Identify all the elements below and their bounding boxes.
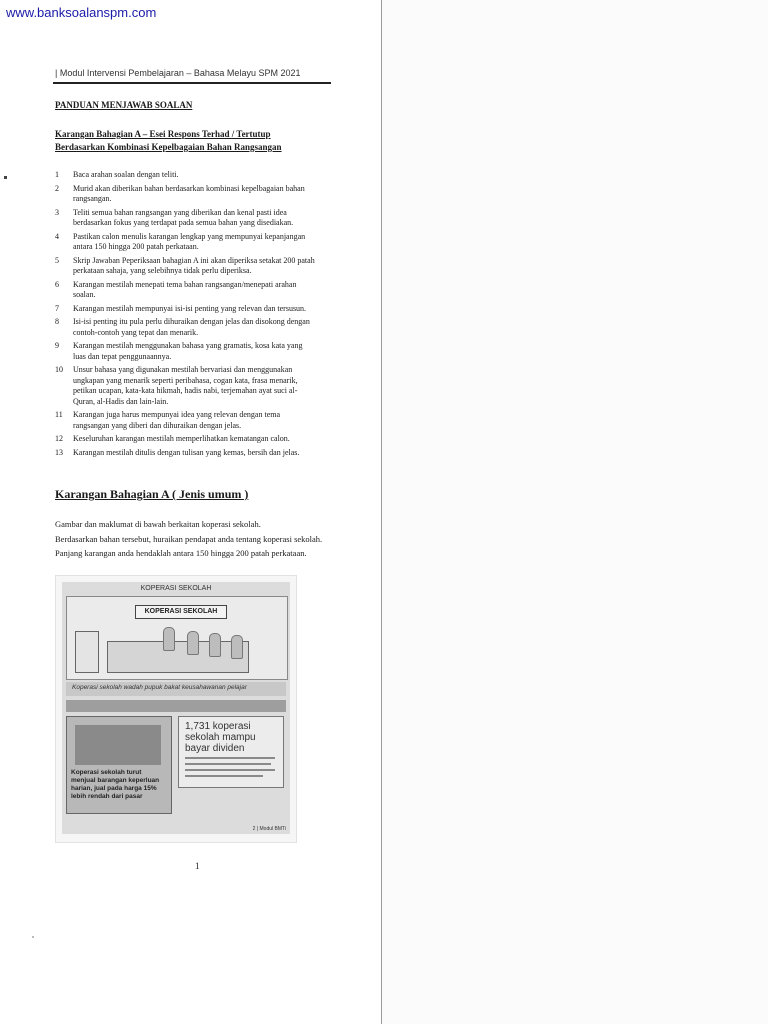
scan-mark xyxy=(4,176,7,179)
news-clipping xyxy=(178,716,284,788)
rule-number: 11 xyxy=(55,410,63,419)
rule-item xyxy=(55,170,317,181)
rule-text: Karangan mestilah menepati tema bahan rangsangan/menepati arahan soalan. xyxy=(73,279,297,299)
rule-item xyxy=(55,317,317,338)
rule-number: 4 xyxy=(55,231,59,241)
news-text-line xyxy=(185,757,275,759)
rule-item xyxy=(55,208,317,229)
page-edge-divider xyxy=(381,0,382,1024)
rule-number: 6 xyxy=(55,279,59,289)
task-line: Panjang karangan anda hendaklah antara 150 hingga 200 patah perkataan. xyxy=(55,548,307,558)
rule-number: 8 xyxy=(55,317,59,326)
task-line: Gambar dan maklumat di bawah berkaitan koperasi sekolah. xyxy=(55,519,261,529)
rule-item xyxy=(55,410,317,431)
news-text-line xyxy=(185,769,275,771)
rule-text: Pastikan calon menulis karangan lengkap yang mempunyai kepanjangan antara 150 hingga 200 patah perkataan. xyxy=(73,231,306,251)
section-title-1: Karangan Bahagian A – Esei Respons Terhad / Tertutup xyxy=(55,129,271,139)
news-text-line xyxy=(185,763,271,765)
rule-item xyxy=(55,256,317,277)
rule-item xyxy=(55,232,317,253)
task-line: Berdasarkan bahan tersebut, huraikan pendapat anda tentang koperasi sekolah. xyxy=(55,533,323,544)
blank-adjacent-page xyxy=(382,0,768,1024)
rule-text: Keseluruhan karangan mestilah memperlihatkan kematangan calon. xyxy=(73,434,290,443)
section-title-2: Berdasarkan Kombinasi Kepelbagaian Bahan Rangsangan xyxy=(55,142,282,152)
rule-text: Karangan mestilah ditulis dengan tulisan yang kemas, bersih dan jelas. xyxy=(73,447,300,457)
rule-number: 3 xyxy=(55,207,59,217)
rule-item xyxy=(55,448,317,459)
rule-number: 9 xyxy=(55,341,59,350)
decorative-strip xyxy=(66,700,286,712)
rule-text: Karangan mestilah menggunakan bahasa yang gramatis, kosa kata yang luas dan tepat penggunaannya. xyxy=(73,341,303,361)
rule-item xyxy=(55,365,317,407)
rule-text: Karangan juga harus mempunyai idea yang relevan dengan tema rangsangan yang diberi dan dihuraikan dengan jelas. xyxy=(73,410,281,430)
shelf-stand xyxy=(75,631,99,673)
module-header: | Modul Intervensi Pembelajaran – Bahasa Melayu SPM 2021 xyxy=(55,68,301,78)
student-figure xyxy=(209,633,221,657)
rule-text: Karangan mestilah mempunyai isi-isi penting yang relevan dan tersusun. xyxy=(73,303,307,313)
shopkeeper-figure xyxy=(163,627,175,651)
stimulus-image xyxy=(55,575,297,843)
photo-shade xyxy=(75,725,161,765)
image-heading: KOPERASI SEKOLAH xyxy=(140,585,212,592)
rule-number: 12 xyxy=(55,434,63,443)
rule-item xyxy=(55,304,317,315)
shop-illustration xyxy=(66,596,288,680)
rule-number: 10 xyxy=(55,365,63,374)
rule-item xyxy=(55,434,317,445)
task-instructions xyxy=(55,517,325,561)
rule-number: 7 xyxy=(55,303,59,313)
rule-text: Teliti semua bahan rangsangan yang diberikan dan kenal pasti idea berdasarkan fokus yang terdapat pada semua bahan yang disediakan. xyxy=(73,207,294,227)
rules-list xyxy=(55,170,317,461)
rule-item xyxy=(55,280,317,301)
rule-number: 2 xyxy=(55,183,59,193)
shop-photo xyxy=(66,716,172,814)
scan-mark xyxy=(32,936,34,938)
rule-number: 13 xyxy=(55,447,63,457)
header-rule xyxy=(53,82,331,84)
part-title: Karangan Bahagian A ( Jenis umum ) xyxy=(55,487,249,501)
rule-item xyxy=(55,341,317,362)
news-headline: 1,731 koperasi sekolah mampu bayar dividen xyxy=(185,721,256,754)
rule-text: Murid akan diberikan bahan berdasarkan kombinasi kepelbagaian bahan rangsangan. xyxy=(73,183,305,203)
rule-text: Isi-isi penting itu pula perlu dihuraikan dengan jelas dan disokong dengan contoh-contoh yang tepat dan menarik. xyxy=(73,317,310,337)
rule-number: 5 xyxy=(55,255,59,265)
rule-text: Skrip Jawaban Peperiksaan bahagian A ini akan diperiksa setakat 200 patah perkataan sahaja, yang selebihnya tidak perlu diperiksa. xyxy=(73,255,315,275)
shop-counter xyxy=(107,641,249,673)
rule-number: 1 xyxy=(55,170,59,179)
shop-banner: KOPERASI SEKOLAH xyxy=(135,605,227,619)
student-figure xyxy=(231,635,243,659)
site-url-link[interactable]: www.banksoalanspm.com xyxy=(6,5,157,20)
stimulus-collage xyxy=(62,582,290,834)
image-footer: 2 | Modul BMTi xyxy=(252,826,286,832)
rule-text: Unsur bahasa yang digunakan mestilah bervariasi dan menggunakan ungkapan yang menarik seperti peribahasa, cogan kata, frasa menarik, petikan ucapan, kata-kata hikmah, hadis nabi, terjemahan ayat suci al-Quran, al-Hadis dan lain-lain. xyxy=(73,365,298,406)
photo-caption: Koperasi sekolah turut menjual barangan keperluan harian, jual pada harga 15% lebih rendah dari pasar xyxy=(71,769,160,800)
news-text-line xyxy=(185,775,263,777)
page-number: 1 xyxy=(195,861,200,871)
rule-item xyxy=(55,184,317,205)
image-caption: Koperasi sekolah wadah pupuk bakat keusahawanan pelajar xyxy=(72,684,247,691)
student-figure xyxy=(187,631,199,655)
guide-title: PANDUAN MENJAWAB SOALAN xyxy=(55,100,193,110)
rule-text: Baca arahan soalan dengan teliti. xyxy=(73,170,179,179)
